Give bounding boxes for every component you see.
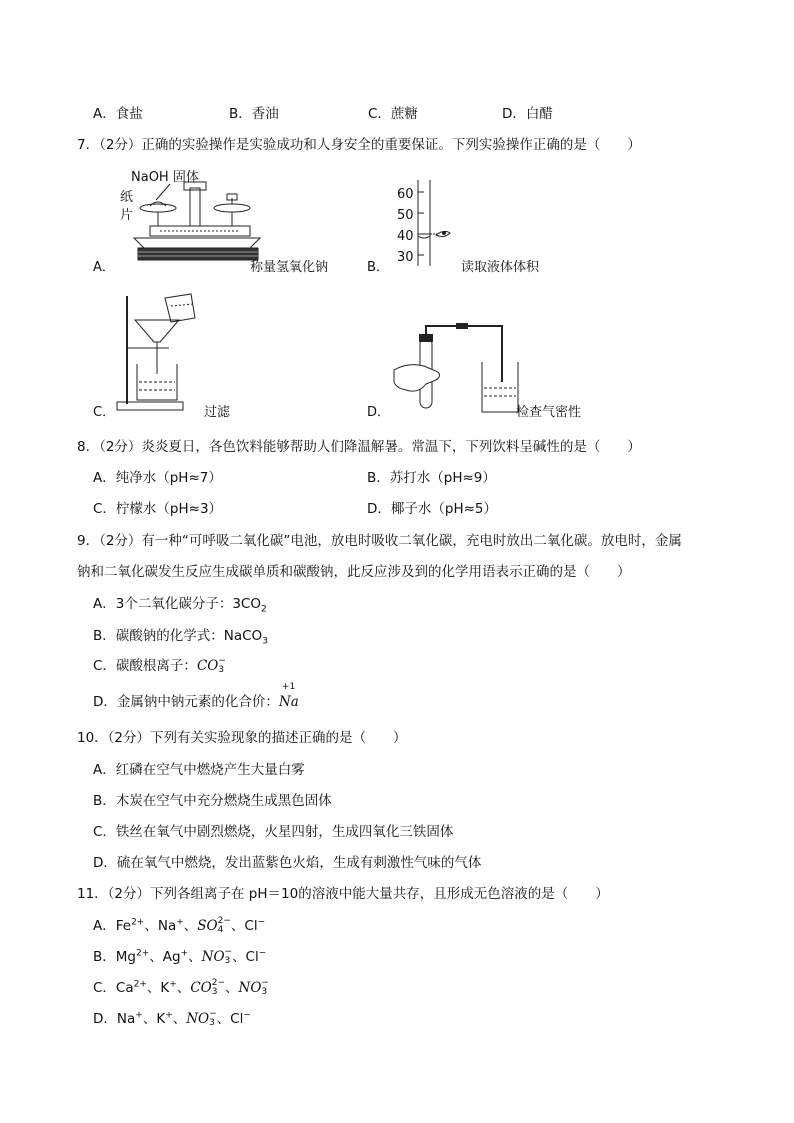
q11-b-no-script	[225, 948, 233, 966]
q11-d-sep: 、	[172, 1011, 187, 1027]
q11-a-so-script	[218, 917, 231, 935]
q11-a-fe-sup: 2+	[131, 917, 145, 928]
q7-option-c-letter: C．	[93, 405, 116, 420]
q10-option-c: C．铁丝在氧气中剧烈燃烧，火星四射，生成四氧化三铁固体	[93, 824, 454, 840]
filtration-illustration	[115, 292, 215, 412]
q7-option-b-letter: B．	[367, 260, 389, 275]
q11-a-cl: 、Cl	[230, 918, 258, 934]
q9-option-d-text: D．金属钠中钠元素的化合价：	[93, 694, 279, 710]
balance-illustration	[120, 178, 260, 268]
q8-option-c: C．柠檬水（pH≈3）	[93, 501, 223, 517]
q11-d-no-script	[209, 1010, 217, 1028]
q7-option-c-caption: 过滤	[204, 405, 231, 420]
q7-option-d-letter: D．	[367, 405, 391, 420]
q9-option-d-symbol: Na	[278, 694, 299, 710]
q10-stem: 10．（2分）下列有关实验现象的描述正确的是（ ）	[77, 730, 407, 746]
q11-b-no-sub: 3	[224, 956, 231, 966]
q11-b-no: NO	[201, 949, 225, 965]
q11-option-a	[93, 914, 265, 935]
q11-option-d	[93, 1007, 251, 1028]
q7-fig-b-scale-30: 30	[397, 250, 414, 265]
q11-c-co: CO	[190, 980, 212, 996]
q11-a-so: SO	[197, 918, 218, 934]
q9-option-d-valence	[278, 682, 299, 710]
q9-option-c	[93, 654, 226, 675]
q11-a-so-sup: 2−	[217, 916, 231, 926]
q11-a-sep: 、	[183, 918, 198, 934]
q7-fig-a-naoh-label: NaOH 固体	[131, 170, 199, 185]
q7-fig-a-paper-label-1: 纸	[120, 190, 134, 205]
q11-c-sep2: 、	[225, 980, 239, 996]
q11-c-no-sub: 3	[261, 987, 268, 997]
q11-b-mg: B．Mg	[93, 949, 136, 965]
q11-c-co-sub: 3	[211, 987, 218, 997]
q7-stem: 7．（2分）正确的实验操作是实验成功和人身安全的重要保证。下列实验操作正确的是（ ）	[77, 137, 641, 153]
q11-stem: 11．（2分）下列各组离子在 pH＝10的溶液中能大量共存，且形成无色溶液的是（ ）	[77, 886, 609, 902]
q7-option-a-caption: 称量氢氧化钠	[250, 260, 329, 275]
q11-c-co-script	[212, 979, 225, 997]
q11-d-na-sup: +	[135, 1010, 143, 1021]
q11-d-k: 、K	[142, 1011, 166, 1027]
q9-stem-line-2: 钠和二氧化碳发生反应生成碳单质和碳酸钠，此反应涉及到的化学用语表示正确的是（ ）	[77, 564, 631, 580]
q6-option-b: B．香油	[229, 106, 279, 122]
q10-option-a: A．红磷在空气中燃烧产生大量白雾	[93, 762, 305, 778]
q9-option-a-text: A．3个二氧化碳分子：3CO	[93, 596, 261, 612]
q7-fig-b-scale-50: 50	[397, 208, 414, 223]
q11-b-no-sup: −	[224, 947, 233, 957]
q7-option-d-caption: 检查气密性	[516, 405, 582, 420]
q9-option-d-sup: +1	[281, 682, 296, 692]
q9-option-c-sub: 3	[218, 665, 225, 675]
q11-b-ag: 、Ag	[149, 949, 181, 965]
q9-option-b	[93, 624, 268, 647]
q11-b-mg-sup: 2+	[135, 948, 150, 959]
q11-c-sep: 、	[176, 980, 191, 996]
q8-option-b: B．苏打水（pH≈9）	[367, 470, 496, 486]
q9-option-a	[93, 592, 267, 615]
q11-option-b	[93, 945, 266, 966]
q8-stem: 8．（2分）炎炎夏日，各色饮料能够帮助人们降温解暑。常温下，下列饮料呈碱性的是（ ）	[77, 439, 641, 455]
q11-a-na-sup: +	[176, 917, 184, 928]
airtightness-illustration	[390, 318, 520, 418]
q11-d-cl-sup: −	[243, 1010, 251, 1021]
q6-option-a: A．食盐	[93, 106, 143, 122]
q11-a-cl-sup: −	[257, 917, 266, 928]
q9-option-b-text: B．碳酸钠的化学式：NaCO	[93, 628, 263, 644]
q11-option-c	[93, 976, 269, 997]
q6-option-c: C．蔗糖	[368, 106, 418, 122]
q11-c-no-sup: −	[261, 978, 269, 988]
q11-c-k: 、K	[146, 980, 170, 996]
q11-d-no: NO	[186, 1011, 210, 1027]
q7-option-a-letter: A．	[93, 260, 115, 275]
q11-c-no-script	[261, 979, 269, 997]
q11-c-no: NO	[238, 980, 262, 996]
q10-option-d: D．硫在氧气中燃烧，发出蓝紫色火焰，生成有刺激性气味的气体	[93, 855, 482, 871]
q9-option-c-text: C．碳酸根离子：	[93, 658, 197, 674]
q6-option-d: D．白醋	[502, 106, 553, 122]
q11-b-cl-sup: −	[258, 948, 267, 959]
q9-option-c-formula: CO	[196, 658, 219, 674]
q9-option-c-script	[218, 657, 226, 675]
q9-stem-line-1: 9．（2分）有一种“可呼吸二氧化碳”电池，放电时吸收二氧化碳，充电时放出二氧化碳。放电时，金属	[77, 533, 682, 549]
q9-option-c-sup: −	[218, 656, 226, 666]
q11-d-k-sup: +	[165, 1010, 173, 1021]
q11-b-ag-sup: +	[180, 948, 189, 959]
q8-option-a: A．纯净水（pH≈7）	[93, 470, 222, 486]
q11-c-k-sup: +	[169, 979, 177, 990]
q11-d-cl: 、Cl	[216, 1011, 244, 1027]
q7-fig-b-scale-40: 40	[397, 229, 414, 244]
q11-c-ca: C．Ca	[93, 980, 134, 996]
q7-fig-a-paper-label-2: 片	[120, 208, 134, 223]
q11-c-co-sup: 2−	[211, 978, 226, 988]
q8-option-d: D．椰子水（pH≈5）	[367, 501, 498, 517]
q7-fig-b-scale-60: 60	[397, 187, 414, 202]
q11-a-fe: A．Fe	[93, 918, 132, 934]
q11-d-no-sup: −	[209, 1009, 217, 1019]
q11-a-so-sub: 4	[217, 925, 224, 935]
q7-option-b-caption: 读取液体体积	[461, 260, 540, 275]
q11-b-sep: 、	[188, 949, 202, 965]
q9-option-b-sub: 3	[262, 636, 268, 647]
q11-a-na: 、Na	[144, 918, 177, 934]
q9-option-a-sub: 2	[260, 604, 267, 615]
q11-d-no-sub: 3	[209, 1018, 215, 1028]
q11-b-cl: 、Cl	[232, 949, 259, 965]
q11-d-na: D．Na	[93, 1011, 136, 1027]
q9-option-d	[93, 682, 299, 710]
q10-option-b: B．木炭在空气中充分燃烧生成黑色固体	[93, 793, 332, 809]
q11-c-ca-sup: 2+	[133, 979, 147, 990]
